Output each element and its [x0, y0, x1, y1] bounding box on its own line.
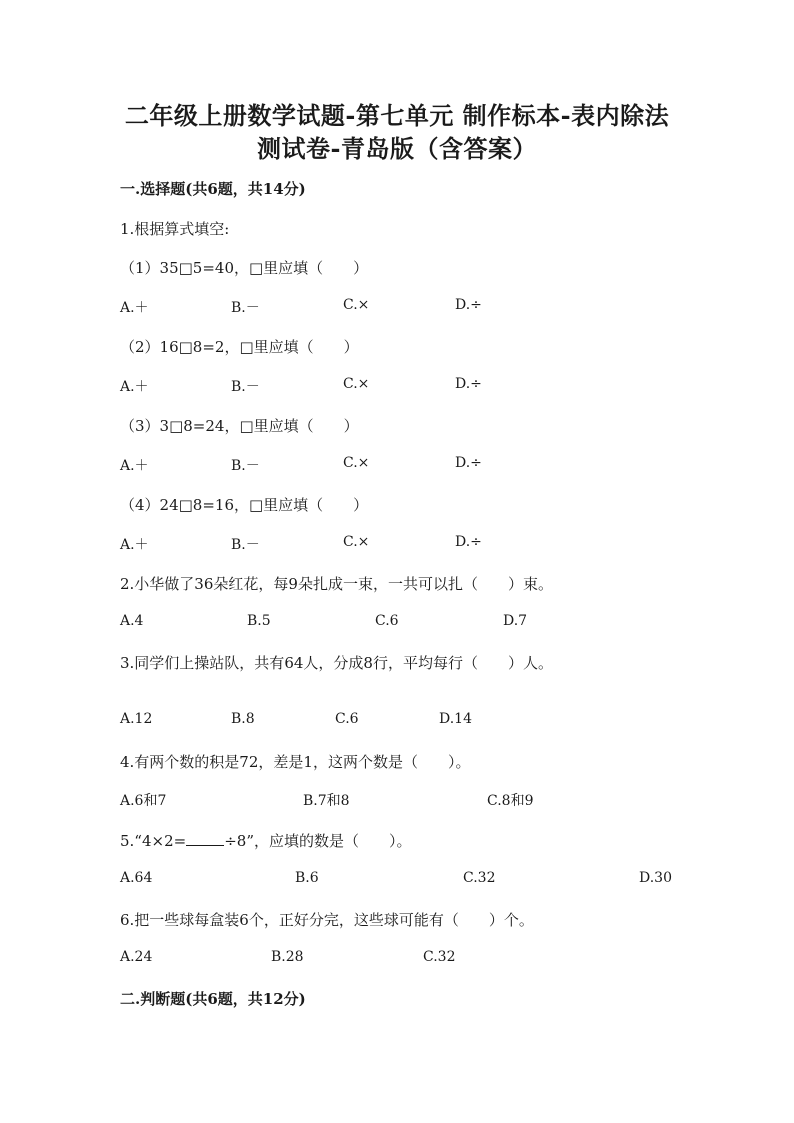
question-1-sub-3: （3）3□8=24，□里应填（ ） [120, 417, 359, 435]
option-q1-3-b: B.－ [231, 458, 260, 474]
option-q1-2-b: B.－ [231, 379, 260, 395]
option-q5-b: B.6 [295, 870, 319, 886]
option-q4-c: C.8和9 [487, 793, 534, 809]
option-q4-a: A.6和7 [120, 793, 167, 809]
question-6-stem: 6.把一些球每盒装6个，正好分完，这些球可能有（ ）个。 [120, 911, 534, 929]
option-q1-2-a: A.＋ [120, 379, 149, 395]
question-1-sub-4: （4）24□8=16，□里应填（ ） [120, 496, 369, 514]
section-heading-choice: 一.选择题(共6题，共14分) [120, 180, 306, 198]
document-title-line1: 二年级上册数学试题-第七单元 制作标本-表内除法 [124, 101, 670, 130]
question-4-stem: 4.有两个数的积是72，差是1，这两个数是（ ）。 [120, 753, 471, 771]
option-q5-d: D.30 [639, 870, 672, 886]
option-q1-1-c: C.× [343, 297, 370, 313]
option-q1-4-a: A.＋ [120, 537, 149, 553]
question-1-sub-2: （2）16□8=2，□里应填（ ） [120, 338, 359, 356]
option-q1-3-d: D.÷ [455, 455, 482, 471]
question-1-stem: 1.根据算式填空: [120, 220, 230, 238]
option-q1-4-c: C.× [343, 534, 370, 550]
option-q3-d: D.14 [439, 711, 472, 727]
option-q1-3-c: C.× [343, 455, 370, 471]
option-q1-2-d: D.÷ [455, 376, 482, 392]
question-5-stem-pre: 5.“4×2= [120, 832, 187, 850]
option-q2-b: B.5 [247, 613, 271, 629]
option-q1-1-d: D.÷ [455, 297, 482, 313]
option-q1-4-b: B.－ [231, 537, 260, 553]
option-q3-b: B.8 [231, 711, 255, 727]
question-1-sub-1: （1）35□5=40，□里应填（ ） [120, 259, 369, 277]
option-q3-a: A.12 [120, 711, 153, 727]
question-5-stem [120, 830, 412, 851]
option-q4-b: B.7和8 [303, 793, 350, 809]
option-q1-1-b: B.－ [231, 300, 260, 316]
option-q6-c: C.32 [423, 949, 456, 965]
question-5-stem-post: ÷8”，应填的数是（ ）。 [224, 832, 412, 850]
option-q5-c: C.32 [463, 870, 496, 886]
option-q1-1-a: A.＋ [120, 300, 149, 316]
option-q1-2-c: C.× [343, 376, 370, 392]
section-heading-judgement: 二.判断题(共6题，共12分) [120, 990, 306, 1008]
option-q5-a: A.64 [120, 870, 153, 886]
question-2-stem: 2.小华做了36朵红花，每9朵扎成一束，一共可以扎（ ）束。 [120, 575, 553, 593]
question-3-stem: 3.同学们上操站队，共有64人，分成8行，平均每行（ ）人。 [120, 654, 553, 672]
option-q6-b: B.28 [271, 949, 304, 965]
document-title-line2: 测试卷-青岛版（含答案） [257, 134, 537, 163]
option-q3-c: C.6 [335, 711, 359, 727]
option-q6-a: A.24 [120, 949, 153, 965]
option-q2-d: D.7 [503, 613, 528, 629]
answer-blank [186, 832, 224, 846]
option-q2-c: C.6 [375, 613, 399, 629]
option-q1-4-d: D.÷ [455, 534, 482, 550]
option-q1-3-a: A.＋ [120, 458, 149, 474]
option-q2-a: A.4 [120, 613, 144, 629]
